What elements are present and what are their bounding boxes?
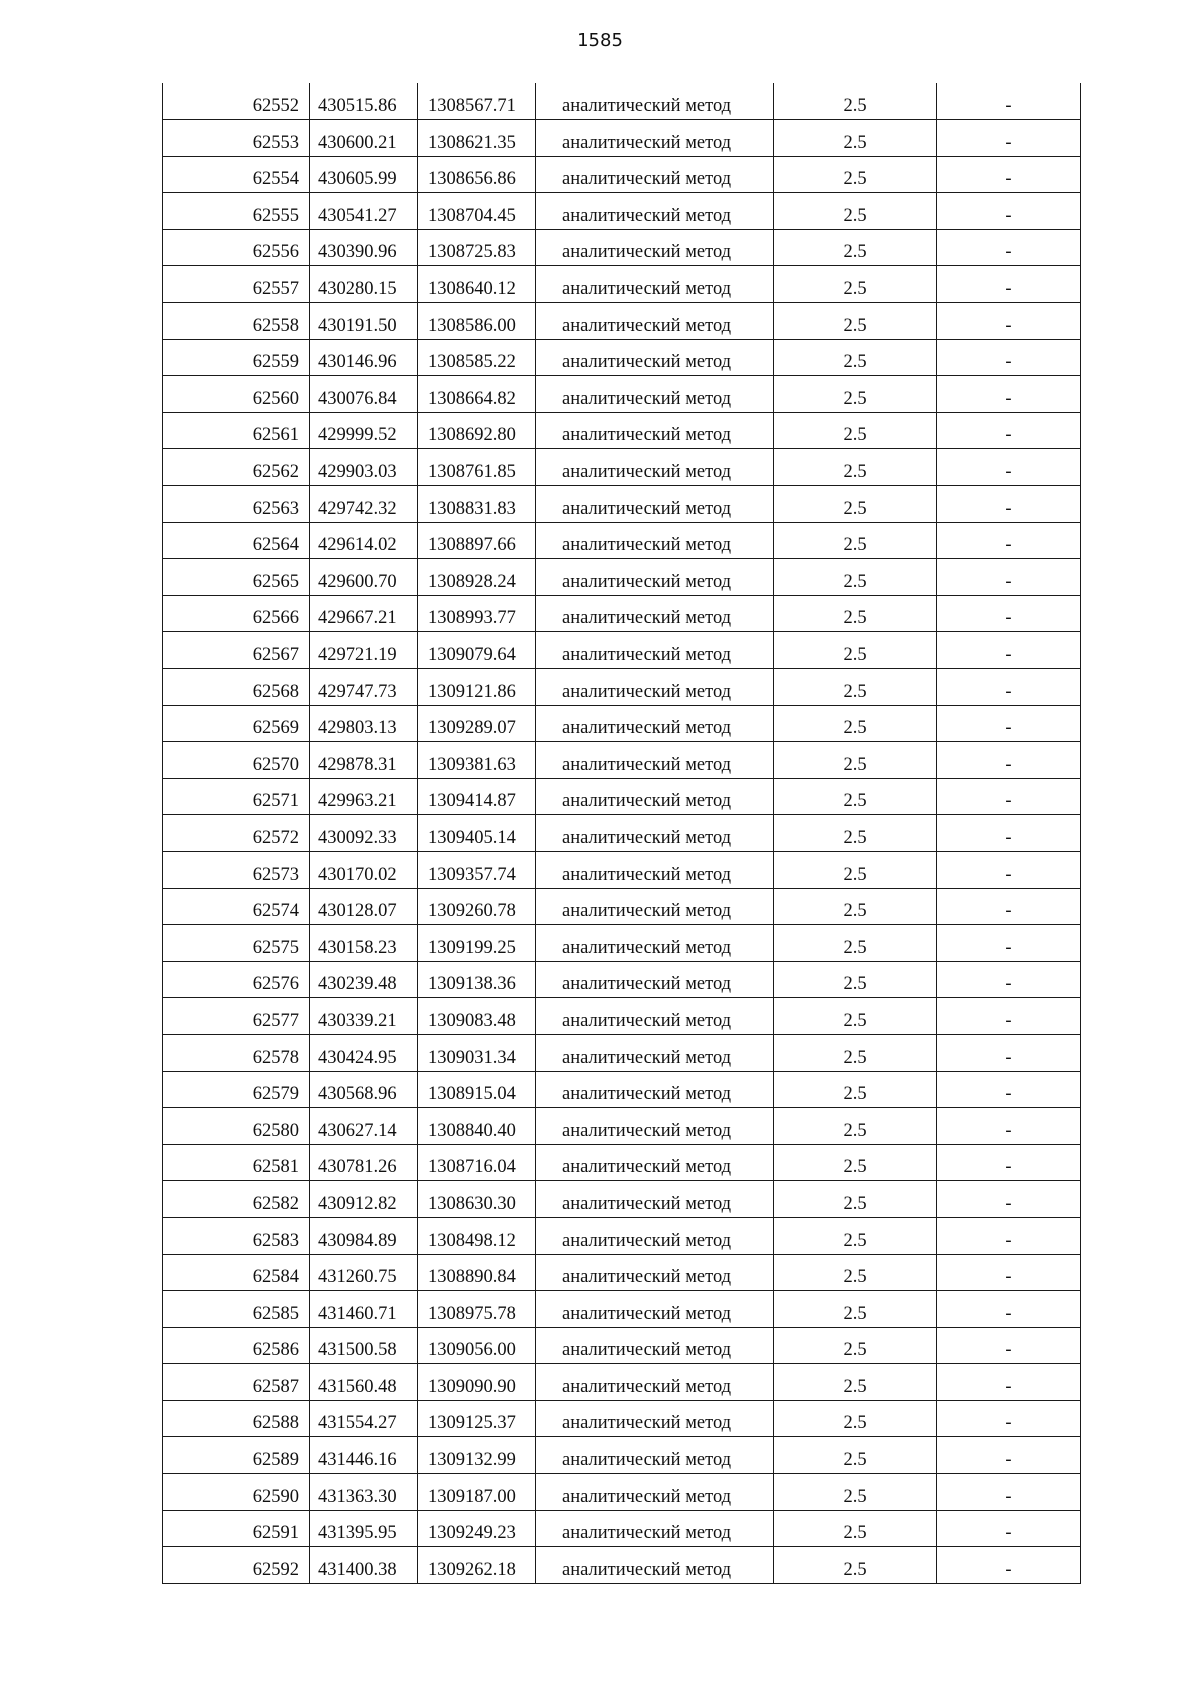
x-coordinate-cell: 431400.38: [310, 1547, 418, 1584]
accuracy-cell: 2.5: [774, 120, 937, 157]
table-row: [163, 998, 1081, 1035]
point-number-cell: 62566: [163, 595, 310, 632]
y-coordinate-cell: 1308840.40: [418, 1108, 536, 1145]
point-number-cell: 62592: [163, 1547, 310, 1584]
y-coordinate-cell: 1309357.74: [418, 851, 536, 888]
description-cell: -: [937, 815, 1081, 852]
table-row: [163, 1364, 1081, 1401]
description-cell: -: [937, 1071, 1081, 1108]
description-cell: -: [937, 266, 1081, 303]
accuracy-cell: 2.5: [774, 449, 937, 486]
description-cell: -: [937, 1181, 1081, 1218]
y-coordinate-cell: 1308890.84: [418, 1254, 536, 1291]
accuracy-cell: 2.5: [774, 303, 937, 340]
x-coordinate-cell: 429667.21: [310, 595, 418, 632]
y-coordinate-cell: 1308640.12: [418, 266, 536, 303]
x-coordinate-cell: 430092.33: [310, 815, 418, 852]
description-cell: -: [937, 1108, 1081, 1145]
point-number-cell: 62553: [163, 120, 310, 157]
x-coordinate-cell: 429999.52: [310, 412, 418, 449]
x-coordinate-cell: 430170.02: [310, 851, 418, 888]
table-row: [163, 851, 1081, 888]
y-coordinate-cell: 1309405.14: [418, 815, 536, 852]
x-coordinate-cell: 431460.71: [310, 1291, 418, 1328]
point-number-cell: 62570: [163, 742, 310, 779]
method-cell: аналитический метод: [536, 1437, 774, 1474]
accuracy-cell: 2.5: [774, 266, 937, 303]
accuracy-cell: 2.5: [774, 888, 937, 925]
description-cell: -: [937, 486, 1081, 523]
description-cell: -: [937, 1510, 1081, 1547]
description-cell: -: [937, 1144, 1081, 1181]
method-cell: аналитический метод: [536, 961, 774, 998]
x-coordinate-cell: 430600.21: [310, 120, 418, 157]
point-number-cell: 62587: [163, 1364, 310, 1401]
method-cell: аналитический метод: [536, 998, 774, 1035]
y-coordinate-cell: 1308586.00: [418, 303, 536, 340]
description-cell: -: [937, 449, 1081, 486]
accuracy-cell: 2.5: [774, 376, 937, 413]
description-cell: -: [937, 303, 1081, 340]
point-number-cell: 62559: [163, 339, 310, 376]
point-number-cell: 62567: [163, 632, 310, 669]
method-cell: аналитический метод: [536, 1510, 774, 1547]
x-coordinate-cell: 430424.95: [310, 1034, 418, 1071]
y-coordinate-cell: 1309090.90: [418, 1364, 536, 1401]
method-cell: аналитический метод: [536, 1217, 774, 1254]
y-coordinate-cell: 1308704.45: [418, 193, 536, 230]
table-row: [163, 486, 1081, 523]
description-cell: -: [937, 339, 1081, 376]
accuracy-cell: 2.5: [774, 1144, 937, 1181]
description-cell: -: [937, 595, 1081, 632]
accuracy-cell: 2.5: [774, 1034, 937, 1071]
method-cell: аналитический метод: [536, 1181, 774, 1218]
point-number-cell: 62586: [163, 1327, 310, 1364]
method-cell: аналитический метод: [536, 815, 774, 852]
table-row: [163, 83, 1081, 120]
point-number-cell: 62582: [163, 1181, 310, 1218]
method-cell: аналитический метод: [536, 376, 774, 413]
accuracy-cell: 2.5: [774, 815, 937, 852]
method-cell: аналитический метод: [536, 1108, 774, 1145]
x-coordinate-cell: 430128.07: [310, 888, 418, 925]
accuracy-cell: 2.5: [774, 559, 937, 596]
x-coordinate-cell: 430158.23: [310, 925, 418, 962]
description-cell: -: [937, 998, 1081, 1035]
description-cell: -: [937, 1400, 1081, 1437]
point-number-cell: 62584: [163, 1254, 310, 1291]
table-row: [163, 815, 1081, 852]
x-coordinate-cell: 431260.75: [310, 1254, 418, 1291]
point-number-cell: 62576: [163, 961, 310, 998]
x-coordinate-cell: 430146.96: [310, 339, 418, 376]
table-row: [163, 412, 1081, 449]
y-coordinate-cell: 1309381.63: [418, 742, 536, 779]
table-row: [163, 303, 1081, 340]
description-cell: -: [937, 1437, 1081, 1474]
method-cell: аналитический метод: [536, 83, 774, 120]
table-row: [163, 1254, 1081, 1291]
table-row: [163, 632, 1081, 669]
table-row: [163, 449, 1081, 486]
accuracy-cell: 2.5: [774, 632, 937, 669]
y-coordinate-cell: 1309083.48: [418, 998, 536, 1035]
method-cell: аналитический метод: [536, 1474, 774, 1511]
point-number-cell: 62556: [163, 229, 310, 266]
description-cell: -: [937, 778, 1081, 815]
accuracy-cell: 2.5: [774, 1071, 937, 1108]
point-number-cell: 62568: [163, 669, 310, 706]
method-cell: аналитический метод: [536, 669, 774, 706]
y-coordinate-cell: 1309079.64: [418, 632, 536, 669]
table-row: [163, 1108, 1081, 1145]
description-cell: -: [937, 1291, 1081, 1328]
accuracy-cell: 2.5: [774, 1474, 937, 1511]
accuracy-cell: 2.5: [774, 1510, 937, 1547]
method-cell: аналитический метод: [536, 412, 774, 449]
point-number-cell: 62589: [163, 1437, 310, 1474]
y-coordinate-cell: 1308656.86: [418, 156, 536, 193]
x-coordinate-cell: 429878.31: [310, 742, 418, 779]
x-coordinate-cell: 430280.15: [310, 266, 418, 303]
description-cell: -: [937, 120, 1081, 157]
y-coordinate-cell: 1308498.12: [418, 1217, 536, 1254]
y-coordinate-cell: 1308975.78: [418, 1291, 536, 1328]
method-cell: аналитический метод: [536, 1071, 774, 1108]
point-number-cell: 62558: [163, 303, 310, 340]
method-cell: аналитический метод: [536, 522, 774, 559]
accuracy-cell: 2.5: [774, 778, 937, 815]
point-number-cell: 62554: [163, 156, 310, 193]
accuracy-cell: 2.5: [774, 1108, 937, 1145]
x-coordinate-cell: 429747.73: [310, 669, 418, 706]
description-cell: -: [937, 1364, 1081, 1401]
method-cell: аналитический метод: [536, 303, 774, 340]
y-coordinate-cell: 1308664.82: [418, 376, 536, 413]
method-cell: аналитический метод: [536, 888, 774, 925]
point-number-cell: 62581: [163, 1144, 310, 1181]
description-cell: -: [937, 1217, 1081, 1254]
x-coordinate-cell: 430191.50: [310, 303, 418, 340]
description-cell: -: [937, 1327, 1081, 1364]
point-number-cell: 62583: [163, 1217, 310, 1254]
method-cell: аналитический метод: [536, 1034, 774, 1071]
method-cell: аналитический метод: [536, 925, 774, 962]
point-number-cell: 62561: [163, 412, 310, 449]
x-coordinate-cell: 431395.95: [310, 1510, 418, 1547]
point-number-cell: 62591: [163, 1510, 310, 1547]
table-row: [163, 778, 1081, 815]
accuracy-cell: 2.5: [774, 1291, 937, 1328]
method-cell: аналитический метод: [536, 742, 774, 779]
table-body: [163, 83, 1081, 1583]
x-coordinate-cell: 430984.89: [310, 1217, 418, 1254]
y-coordinate-cell: 1309138.36: [418, 961, 536, 998]
x-coordinate-cell: 431363.30: [310, 1474, 418, 1511]
method-cell: аналитический метод: [536, 193, 774, 230]
x-coordinate-cell: 429721.19: [310, 632, 418, 669]
y-coordinate-cell: 1308831.83: [418, 486, 536, 523]
description-cell: -: [937, 376, 1081, 413]
description-cell: -: [937, 193, 1081, 230]
method-cell: аналитический метод: [536, 1547, 774, 1584]
y-coordinate-cell: 1308725.83: [418, 229, 536, 266]
point-number-cell: 62574: [163, 888, 310, 925]
x-coordinate-cell: 430076.84: [310, 376, 418, 413]
x-coordinate-cell: 430541.27: [310, 193, 418, 230]
y-coordinate-cell: 1308897.66: [418, 522, 536, 559]
point-number-cell: 62569: [163, 705, 310, 742]
accuracy-cell: 2.5: [774, 156, 937, 193]
description-cell: -: [937, 961, 1081, 998]
accuracy-cell: 2.5: [774, 742, 937, 779]
table-row: [163, 1400, 1081, 1437]
y-coordinate-cell: 1308567.71: [418, 83, 536, 120]
y-coordinate-cell: 1308630.30: [418, 1181, 536, 1218]
y-coordinate-cell: 1309031.34: [418, 1034, 536, 1071]
point-number-cell: 62578: [163, 1034, 310, 1071]
method-cell: аналитический метод: [536, 1291, 774, 1328]
accuracy-cell: 2.5: [774, 705, 937, 742]
method-cell: аналитический метод: [536, 486, 774, 523]
x-coordinate-cell: 429600.70: [310, 559, 418, 596]
table-row: [163, 925, 1081, 962]
method-cell: аналитический метод: [536, 449, 774, 486]
y-coordinate-cell: 1309121.86: [418, 669, 536, 706]
method-cell: аналитический метод: [536, 851, 774, 888]
point-number-cell: 62575: [163, 925, 310, 962]
x-coordinate-cell: 430339.21: [310, 998, 418, 1035]
y-coordinate-cell: 1309289.07: [418, 705, 536, 742]
table-row: [163, 1474, 1081, 1511]
table-row: [163, 229, 1081, 266]
table-row: [163, 961, 1081, 998]
description-cell: -: [937, 705, 1081, 742]
accuracy-cell: 2.5: [774, 486, 937, 523]
description-cell: -: [937, 632, 1081, 669]
table-row: [163, 742, 1081, 779]
method-cell: аналитический метод: [536, 266, 774, 303]
description-cell: -: [937, 669, 1081, 706]
point-number-cell: 62573: [163, 851, 310, 888]
y-coordinate-cell: 1309056.00: [418, 1327, 536, 1364]
method-cell: аналитический метод: [536, 229, 774, 266]
table-row: [163, 120, 1081, 157]
method-cell: аналитический метод: [536, 156, 774, 193]
description-cell: -: [937, 1034, 1081, 1071]
description-cell: -: [937, 83, 1081, 120]
y-coordinate-cell: 1308585.22: [418, 339, 536, 376]
description-cell: -: [937, 229, 1081, 266]
x-coordinate-cell: 429614.02: [310, 522, 418, 559]
y-coordinate-cell: 1308928.24: [418, 559, 536, 596]
accuracy-cell: 2.5: [774, 229, 937, 266]
accuracy-cell: 2.5: [774, 1327, 937, 1364]
table-row: [163, 376, 1081, 413]
method-cell: аналитический метод: [536, 1254, 774, 1291]
method-cell: аналитический метод: [536, 1144, 774, 1181]
table-row: [163, 1547, 1081, 1584]
coordinates-table: [162, 83, 1081, 1584]
x-coordinate-cell: 431446.16: [310, 1437, 418, 1474]
description-cell: -: [937, 888, 1081, 925]
x-coordinate-cell: 430239.48: [310, 961, 418, 998]
y-coordinate-cell: 1309132.99: [418, 1437, 536, 1474]
x-coordinate-cell: 430627.14: [310, 1108, 418, 1145]
accuracy-cell: 2.5: [774, 669, 937, 706]
y-coordinate-cell: 1308761.85: [418, 449, 536, 486]
x-coordinate-cell: 430515.86: [310, 83, 418, 120]
table-row: [163, 1437, 1081, 1474]
x-coordinate-cell: 429803.13: [310, 705, 418, 742]
y-coordinate-cell: 1309187.00: [418, 1474, 536, 1511]
table-row: [163, 1291, 1081, 1328]
x-coordinate-cell: 429963.21: [310, 778, 418, 815]
x-coordinate-cell: 430605.99: [310, 156, 418, 193]
y-coordinate-cell: 1308915.04: [418, 1071, 536, 1108]
point-number-cell: 62565: [163, 559, 310, 596]
x-coordinate-cell: 431500.58: [310, 1327, 418, 1364]
accuracy-cell: 2.5: [774, 339, 937, 376]
point-number-cell: 62590: [163, 1474, 310, 1511]
accuracy-cell: 2.5: [774, 193, 937, 230]
y-coordinate-cell: 1308993.77: [418, 595, 536, 632]
x-coordinate-cell: 429903.03: [310, 449, 418, 486]
accuracy-cell: 2.5: [774, 1547, 937, 1584]
point-number-cell: 62571: [163, 778, 310, 815]
y-coordinate-cell: 1308716.04: [418, 1144, 536, 1181]
y-coordinate-cell: 1309249.23: [418, 1510, 536, 1547]
table-row: [163, 888, 1081, 925]
accuracy-cell: 2.5: [774, 1437, 937, 1474]
accuracy-cell: 2.5: [774, 925, 937, 962]
table-row: [163, 559, 1081, 596]
point-number-cell: 62572: [163, 815, 310, 852]
accuracy-cell: 2.5: [774, 83, 937, 120]
table-row: [163, 1510, 1081, 1547]
accuracy-cell: 2.5: [774, 1364, 937, 1401]
point-number-cell: 62560: [163, 376, 310, 413]
description-cell: -: [937, 522, 1081, 559]
description-cell: -: [937, 742, 1081, 779]
description-cell: -: [937, 851, 1081, 888]
table-row: [163, 193, 1081, 230]
y-coordinate-cell: 1309262.18: [418, 1547, 536, 1584]
description-cell: -: [937, 1474, 1081, 1511]
y-coordinate-cell: 1308692.80: [418, 412, 536, 449]
table-row: [163, 266, 1081, 303]
accuracy-cell: 2.5: [774, 1254, 937, 1291]
table-row: [163, 1071, 1081, 1108]
method-cell: аналитический метод: [536, 1327, 774, 1364]
table-row: [163, 339, 1081, 376]
method-cell: аналитический метод: [536, 632, 774, 669]
method-cell: аналитический метод: [536, 778, 774, 815]
accuracy-cell: 2.5: [774, 412, 937, 449]
y-coordinate-cell: 1309414.87: [418, 778, 536, 815]
accuracy-cell: 2.5: [774, 1217, 937, 1254]
table-row: [163, 1144, 1081, 1181]
accuracy-cell: 2.5: [774, 851, 937, 888]
method-cell: аналитический метод: [536, 339, 774, 376]
point-number-cell: 62585: [163, 1291, 310, 1328]
description-cell: -: [937, 559, 1081, 596]
accuracy-cell: 2.5: [774, 595, 937, 632]
accuracy-cell: 2.5: [774, 1181, 937, 1218]
description-cell: -: [937, 1254, 1081, 1291]
x-coordinate-cell: 430912.82: [310, 1181, 418, 1218]
y-coordinate-cell: 1309125.37: [418, 1400, 536, 1437]
method-cell: аналитический метод: [536, 1364, 774, 1401]
y-coordinate-cell: 1309260.78: [418, 888, 536, 925]
table-row: [163, 1327, 1081, 1364]
point-number-cell: 62562: [163, 449, 310, 486]
table-row: [163, 1181, 1081, 1218]
table-row: [163, 1034, 1081, 1071]
description-cell: -: [937, 925, 1081, 962]
point-number-cell: 62552: [163, 83, 310, 120]
method-cell: аналитический метод: [536, 595, 774, 632]
y-coordinate-cell: 1308621.35: [418, 120, 536, 157]
point-number-cell: 62563: [163, 486, 310, 523]
table-row: [163, 1217, 1081, 1254]
point-number-cell: 62580: [163, 1108, 310, 1145]
point-number-cell: 62564: [163, 522, 310, 559]
point-number-cell: 62588: [163, 1400, 310, 1437]
description-cell: -: [937, 412, 1081, 449]
x-coordinate-cell: 430781.26: [310, 1144, 418, 1181]
point-number-cell: 62579: [163, 1071, 310, 1108]
table-row: [163, 705, 1081, 742]
point-number-cell: 62557: [163, 266, 310, 303]
x-coordinate-cell: 431554.27: [310, 1400, 418, 1437]
x-coordinate-cell: 430568.96: [310, 1071, 418, 1108]
x-coordinate-cell: 429742.32: [310, 486, 418, 523]
x-coordinate-cell: 430390.96: [310, 229, 418, 266]
accuracy-cell: 2.5: [774, 961, 937, 998]
point-number-cell: 62577: [163, 998, 310, 1035]
method-cell: аналитический метод: [536, 1400, 774, 1437]
table-row: [163, 669, 1081, 706]
accuracy-cell: 2.5: [774, 998, 937, 1035]
y-coordinate-cell: 1309199.25: [418, 925, 536, 962]
page-number: 1585: [577, 30, 623, 51]
table-row: [163, 522, 1081, 559]
table-row: [163, 595, 1081, 632]
method-cell: аналитический метод: [536, 705, 774, 742]
description-cell: -: [937, 156, 1081, 193]
accuracy-cell: 2.5: [774, 1400, 937, 1437]
method-cell: аналитический метод: [536, 120, 774, 157]
table-row: [163, 156, 1081, 193]
point-number-cell: 62555: [163, 193, 310, 230]
x-coordinate-cell: 431560.48: [310, 1364, 418, 1401]
description-cell: -: [937, 1547, 1081, 1584]
method-cell: аналитический метод: [536, 559, 774, 596]
accuracy-cell: 2.5: [774, 522, 937, 559]
